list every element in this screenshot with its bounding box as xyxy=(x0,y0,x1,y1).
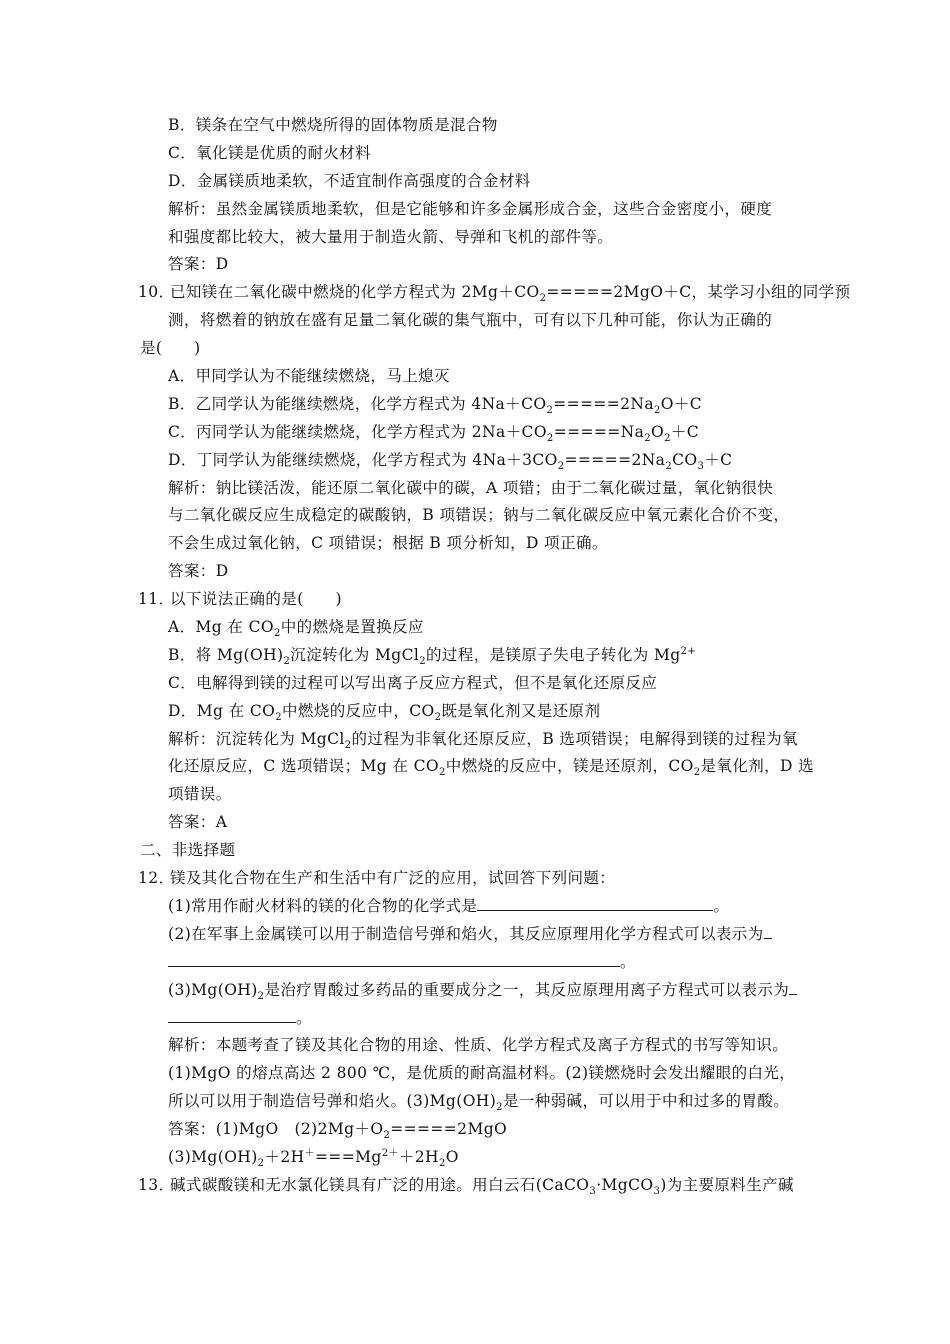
q10-option-c: C．丙同学认为能继续燃烧，化学方程式为 $2Na+CO_2=====Na_2O_2+C$ xyxy=(168,422,700,444)
q9-option-c: C．氧化镁是优质的耐火材料 xyxy=(168,143,372,162)
q12-answer-cont: $(3)Mg(OH)_2+2H^+===Mg^{2+}+2H_2O$ xyxy=(168,1147,459,1170)
q10-analysis-end: 不会生成过氧化钠，C 项错误；根据 B 项分析知，D 项正确。 xyxy=(168,534,608,553)
q12-analysis-end: 所以可以用于制造信号弹和焰火。$(3)Mg(OH)_2$是一种弱碱，可以用于中和过多的胃酸。 xyxy=(168,1092,790,1114)
q11-option-a: A．Mg 在 $CO_2$中的燃烧是置换反应 xyxy=(168,618,424,640)
q11-analysis: 解析：沉淀转化为 MgCl$_2$的过程为非氧化还原反应，B 选项错误；电解得到镁的过程为氧 xyxy=(168,729,798,751)
q9-analysis-cont: 和强度都比较大，被大量用于制造火箭、导弹和飞机的部件等。 xyxy=(168,227,614,246)
answer-blank[interactable] xyxy=(477,896,713,911)
q9-answer: 答案：D xyxy=(168,255,229,274)
q10-stem-end: 是( ) xyxy=(140,339,201,358)
q13-stem: 13．碱式碳酸镁和无水氯化镁具有广泛的用途。用白云石(CaCO$_3$·MgCO$_3$)为主要原料生产碱 xyxy=(0,1172,950,1200)
q11-option-b: B．将 $Mg(OH)_2$沉淀转化为 MgCl$_2$的过程，是镁原子失电子转化为 $Mg^{2+}$ xyxy=(168,645,697,668)
q10-answer: 答案：D xyxy=(168,562,229,581)
q12-analysis-cont: (1)MgO 的熔点高达 2 800 ℃，是优质的耐高温材料。(2)镁燃烧时会发出耀眼的白光， xyxy=(168,1064,796,1083)
q12-part3-blank-line: 。 xyxy=(0,1005,950,1033)
q10-stem-cont: 测，将燃着的钠放在盛有足量二氧化碳的集气瓶中，可有以下几种可能，你认为正确的 xyxy=(168,311,773,330)
q10-analysis-cont: 与二氧化碳反应生成稳定的碳酸钠，B 项错误；钠与二氧化碳反应中氧元素化合价不变， xyxy=(168,506,790,525)
q12-stem: 12．镁及其化合物在生产和生活中有广泛的应用，试回答下列问题： xyxy=(0,865,950,893)
answer-blank[interactable] xyxy=(764,924,772,939)
q12-part1: (1)常用作耐火材料的镁的化合物的化学式是 。 xyxy=(168,896,730,915)
q12-part2: (2)在军事上金属镁可以用于制造信号弹和焰火，其反应原理用化学方程式可以表示为 xyxy=(0,921,950,949)
q12-part2-blank-line: 。 xyxy=(0,949,950,977)
exam-page xyxy=(0,112,950,1200)
q10-option-a: A．甲同学认为不能继续燃烧，马上熄灭 xyxy=(168,367,450,386)
section-heading: 二、非选择题 xyxy=(140,841,236,860)
q13-number: 13． xyxy=(138,1175,175,1194)
q12-analysis: 解析：本题考查了镁及其化合物的用途、性质、化学方程式及离子方程式的书写等知识。 xyxy=(168,1036,789,1055)
q12-number: 12． xyxy=(138,869,175,888)
answer-blank[interactable] xyxy=(789,980,797,995)
q12-part3: $(3)Mg(OH)_2$是治疗胃酸过多药品的重要成分之一，其反应原理用离子方程式可以表示为 xyxy=(0,977,950,1005)
q9-analysis: 解析：虽然金属镁质地柔软，但是它能够和许多金属形成合金，这些合金密度小，硬度 xyxy=(168,199,773,218)
q11-option-d: D．Mg 在 $CO_2$中燃烧的反应中，$CO_2$既是氧化剂又是还原剂 xyxy=(168,701,601,723)
q10-analysis: 解析：钠比镁活泼，能还原二氧化碳中的碳，A 项错；由于二氧化碳过量，氧化钠很快 xyxy=(168,478,774,497)
q9-option-d: D．金属镁质地柔软，不适宜制作高强度的合金材料 xyxy=(168,171,531,190)
answer-blank[interactable] xyxy=(168,952,620,967)
q9-option-b: B．镁条在空气中燃烧所得的固体物质是混合物 xyxy=(168,116,498,134)
q10-option-b: B．乙同学认为能继续燃烧，化学方程式为 $4Na+CO_2=====2Na_2O+C$ xyxy=(168,394,703,416)
q11-stem: 11．以下说法正确的是( ) xyxy=(0,586,950,614)
q11-analysis-cont: 化还原反应，C 选项错误；Mg 在 $CO_2$中燃烧的反应中，镁是还原剂，$CO_2$是氧化剂，D 选 xyxy=(168,757,815,779)
q11-answer: 答案：A xyxy=(168,813,228,832)
q12-answer: 答案：(1)MgO $(2)2Mg+O_2=====2MgO$ xyxy=(168,1120,508,1142)
answer-blank[interactable] xyxy=(168,1008,296,1023)
q10-stem: 10．已知镁在二氧化碳中燃烧的化学方程式为 $2Mg+CO_2=====2MgO+C$，某学习小组的同学预 xyxy=(0,279,950,307)
q10-number: 10． xyxy=(138,283,175,302)
q10-option-d: D．丁同学认为能继续燃烧，化学方程式为 $4Na+3CO_2=====2Na_2CO_3+C$ xyxy=(168,450,733,472)
q11-number: 11． xyxy=(138,590,175,609)
q11-option-c: C．电解得到镁的过程可以写出离子反应方程式，但不是氧化还原反应 xyxy=(168,673,658,692)
q11-analysis-end: 项错误。 xyxy=(168,785,232,804)
